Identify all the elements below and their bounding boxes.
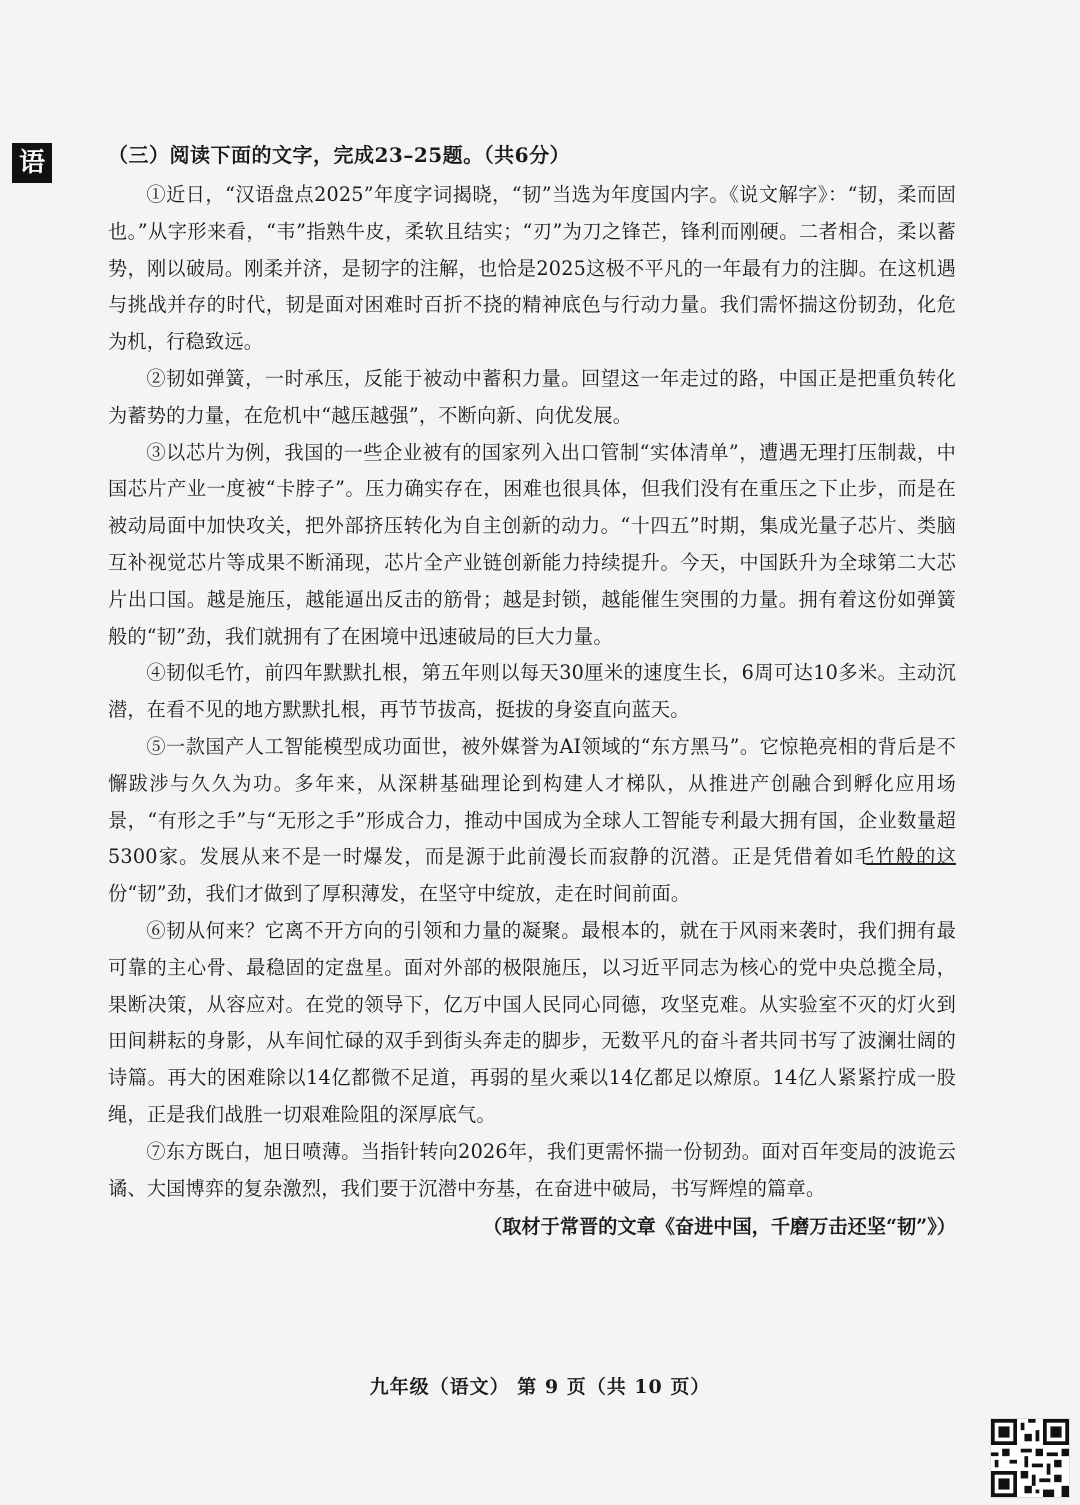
source-citation: （取材于常晋的文章《奋进中国，千磨万击还坚“韧”》） [483, 1215, 956, 1239]
paragraph-6: ⑥韧从何来？它离不开方向的引领和力量的凝聚。最根本的，就在于风雨来袭时，我们拥有最可靠的主心骨、最稳固的定盘星。面对外部的极限施压，以习近平同志为核心的党中央总揽全局，果断决策，从容应对。在党的领导下，亿万中国人民同心同德，攻坚克难。从实验室不灭的灯火到田间耕耘的身影，从车间忙碌的双手到街头奔走的脚步，无数平凡的奋斗者共同书写了波澜壮阔的诗篇。再大的困难除以14亿都微不足道，再弱的星火乘以14亿都足以燎原。14亿人紧紧拧成一股绳，正是我们战胜一切艰难险阻的深厚底气。 [108, 918, 956, 1126]
underline-mark [866, 863, 956, 867]
section-title: （三）阅读下面的文字，完成23–25题。（共6分） [108, 143, 571, 167]
subject-tab: 语 [12, 143, 52, 183]
paragraph-5: ⑤一款国产人工智能模型成功面世，被外媒誉为AI领域的“东方黑马”。它惊艳亮相的背后是不懈跋涉与久久为功。多年来，从深耕基础理论到构建人才梯队，从推进产创融合到孵化应用场景，“有形之手”与“无形之手”形成合力，推动中国成为全球人工智能专利最大拥有国，企业数量超5300家。发展从来不是一时爆发，而是源于此前漫长而寂静的沉潜。正是凭借着如毛竹般的这份“韧”劲，我们才做到了厚积薄发，在坚守中绽放，走在时间前面。 [108, 734, 956, 906]
paragraph-5-wrap [108, 729, 956, 913]
paragraph-7: ⑦东方既白，旭日喷薄。当指针转向2026年，我们更需怀揣一份韧劲。面对百年变局的波诡云谲、大国博弈的复杂激烈，我们要于沉潜中夯基，在奋进中破局，书写辉煌的篇章。 [108, 1139, 956, 1200]
paragraph-4: ④韧似毛竹，前四年默默扎根，第五年则以每天30厘米的速度生长，6周可达10多米。主动沉潜，在看不见的地方默默扎根，再节节拔高，挺拔的身姿直向蓝天。 [108, 661, 956, 722]
document-page [108, 135, 956, 1247]
paragraph-3: ③以芯片为例，我国的一些企业被有的国家列入出口管制“实体清单”，遭遇无理打压制裁，中国芯片产业一度被“卡脖子”。压力确实存在，困难也很具体，但我们没有在重压之下止步，而是在被动局面中加快攻关，把外部挤压转化为自主创新的动力。“十四五”时期，集成光量子芯片、类脑互补视觉芯片等成果不断涌现，芯片全产业链创新能力持续提升。今天，中国跃升为全球第二大芯片出口国。越是施压，越能逼出反击的筋骨；越是封锁，越能催生突围的力量。拥有着这份如弹簧般的“韧”劲，我们就拥有了在困境中迅速破局的巨大力量。 [108, 440, 956, 648]
page-footer: 九年级（语文） 第 9 页（共 10 页） [369, 1376, 711, 1398]
qr-code-icon [990, 1418, 1070, 1498]
paragraph-2: ②韧如弹簧，一时承压，反能于被动中蓄积力量。回望这一年走过的路，中国正是把重负转化为蓄势的力量，在危机中“越压越强”，不断向新、向优发展。 [108, 366, 956, 427]
paragraph-1: ①近日，“汉语盘点2025”年度字词揭晓，“韧”当选为年度国内字。《说文解字》：“韧，柔而固也。”从字形来看，“韦”指熟牛皮，柔软且结实；“刃”为刀之锋芒，锋利而刚硬。二者相合，柔以蓄势，刚以破局。刚柔并济，是韧字的注解，也恰是2025这极不平凡的一年最有力的注脚。在这机遇与挑战并存的时代，韧是面对困难时百折不挠的精神底色与行动力量。我们需怀揣这份韧劲，化危为机，行稳致远。 [108, 183, 956, 354]
